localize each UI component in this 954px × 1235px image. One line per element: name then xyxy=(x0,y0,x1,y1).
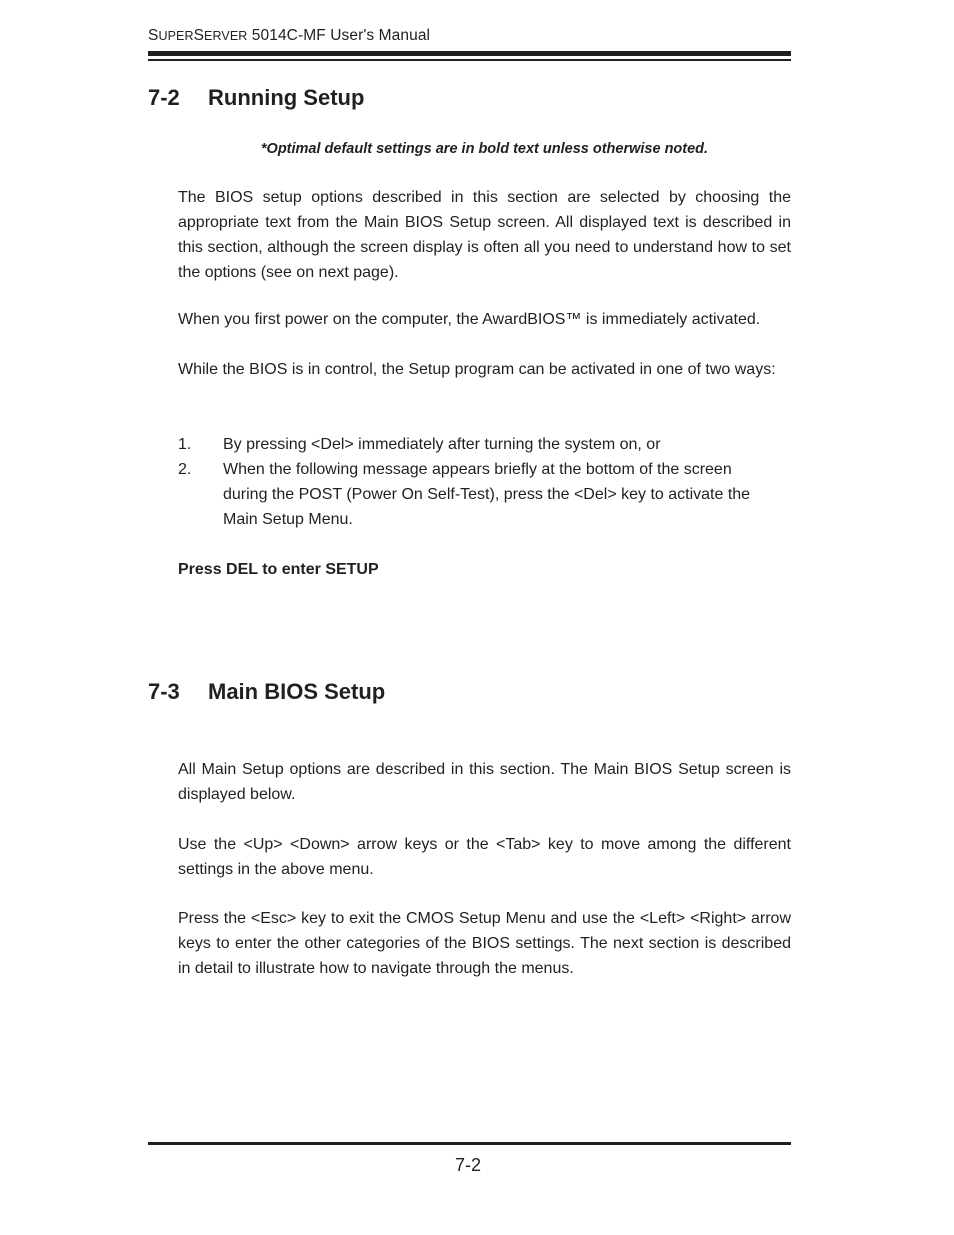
header-title-small1: UPER xyxy=(158,29,194,43)
header-title-small2: ERVER xyxy=(204,29,248,43)
list-item-number: 2. xyxy=(178,461,192,478)
paragraph-setup-options: The BIOS setup options described in this section are selected by choosing the appropriate text from the Main BIOS Setup screen. All displayed text is described in this section, although the screen display is often all you need to understand how to set the options (see on next page). xyxy=(178,189,791,281)
header-title-rest: 5014C-MF User's Manual xyxy=(247,27,431,44)
defaults-note: *Optimal default settings are in bold text unless otherwise noted. xyxy=(260,141,709,157)
list-item-number: 1. xyxy=(178,436,192,453)
header-rule-thick xyxy=(148,51,791,56)
setup-message: Press DEL to enter SETUP xyxy=(178,561,379,578)
section-title: Running Setup xyxy=(208,85,365,110)
list-item-text: By pressing <Del> immediately after turning the system on, or xyxy=(223,436,661,453)
list-item-text: When the following message appears briefly at the bottom of the screen during the POST (Power On Self-Test), press the <Del> key to activate the Main Setup Menu. xyxy=(223,461,751,528)
paragraph-arrow-keys: Use the <Up> <Down> arrow keys or the <Tab> key to move among the different settings in the above menu. xyxy=(178,836,791,878)
paragraph-power-on: When you first power on the computer, the AwardBIOS™ is immediately activated. xyxy=(178,311,761,328)
footer-rule xyxy=(148,1142,791,1145)
header-title-s1: S xyxy=(148,27,159,44)
section-heading-7-3 xyxy=(148,679,385,705)
section-number: 7-3 xyxy=(148,679,180,704)
paragraph-esc-key: Press the <Esc> key to exit the CMOS Setup Menu and use the <Left> <Right> arrow keys to enter the other categories of the BIOS settings. The next section is described in detail to illustrate how to navigate through the menus. xyxy=(178,910,791,977)
paragraph-bios-control: While the BIOS is in control, the Setup program can be activated in one of two ways: xyxy=(178,361,776,378)
header-rule-thin xyxy=(148,59,791,61)
section-title: Main BIOS Setup xyxy=(208,679,386,704)
section-number: 7-2 xyxy=(148,85,180,110)
paragraph-main-setup: All Main Setup options are described in this section. The Main BIOS Setup screen is displayed below. xyxy=(178,761,791,803)
section-heading-7-2 xyxy=(148,85,364,111)
page-number: 7-2 xyxy=(455,1155,482,1175)
header-title-s2: S xyxy=(193,27,205,44)
running-header xyxy=(148,27,430,45)
